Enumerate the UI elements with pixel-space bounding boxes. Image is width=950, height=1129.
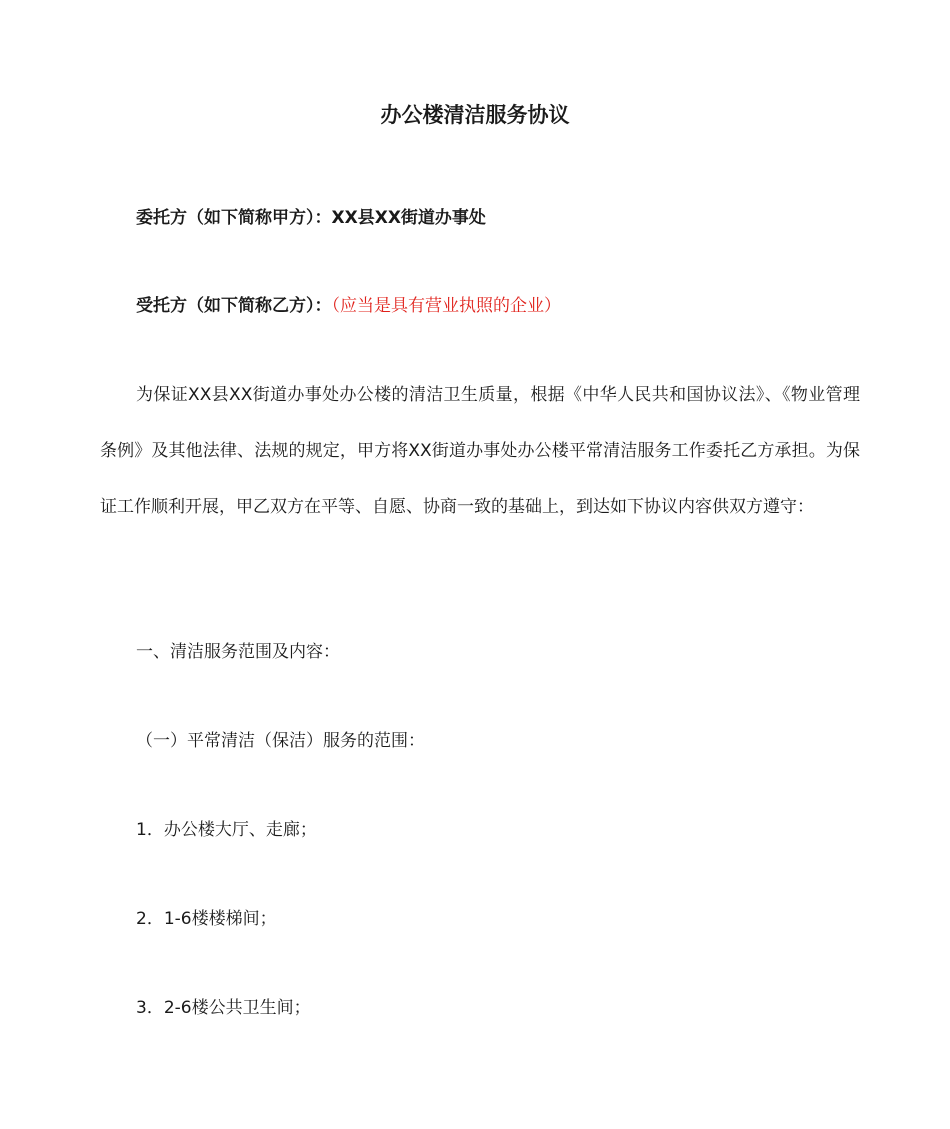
party-b-line bbox=[136, 294, 561, 318]
party-b-note: （应当是具有营业执照的企业） bbox=[331, 296, 561, 316]
intro-paragraph bbox=[100, 367, 860, 535]
section-heading-1: 一、清洁服务范围及内容： bbox=[136, 642, 340, 662]
document-title: 办公楼清洁服务协议 bbox=[380, 103, 570, 127]
party-a-label: 委托方（如下简称甲方）： bbox=[136, 208, 332, 228]
list-item: 2．1-6楼楼梯间； bbox=[136, 909, 277, 929]
list-item: 3．2-6楼公共卫生间； bbox=[136, 998, 311, 1018]
subsection-heading-1: （一）平常清洁（保洁）服务的范围： bbox=[136, 731, 425, 751]
party-b-label: 受托方（如下简称乙方）： bbox=[136, 296, 332, 316]
intro-text: 为保证XX县XX街道办事处办公楼的清洁卫生质量，根据《中华人民共和国协议法》、《物业管理条例》及其他法律、法规的规定，甲方将XX街道办事处办公楼平常清洁服务工作委托乙方承担。为保证工作顺利开展，甲乙双方在平等、自愿、协商一致的基础上，到达如下协议内容供双方遵守： bbox=[100, 385, 860, 517]
list-item: 1．办公楼大厅、走廊； bbox=[136, 820, 317, 840]
party-a-value: XX县XX街道办事处 bbox=[331, 208, 486, 228]
party-a-line bbox=[136, 206, 486, 230]
